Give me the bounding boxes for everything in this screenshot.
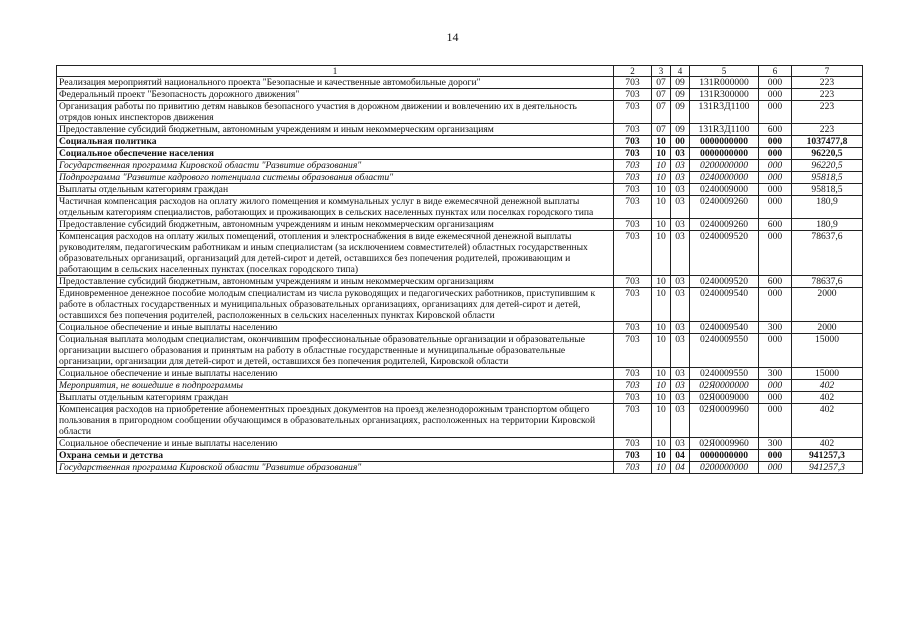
row-amount: 78637,6 <box>792 231 863 276</box>
row-target-article: 131R300000 <box>690 89 759 101</box>
row-expense-type: 000 <box>759 380 792 392</box>
row-name: Мероприятия, не вошедшие в подпрограммы <box>57 380 614 392</box>
row-target-article: 02Я0009000 <box>690 392 759 404</box>
table-row <box>57 136 863 148</box>
row-expense-type: 000 <box>759 404 792 438</box>
table-header-row <box>57 66 863 77</box>
row-target-article: 0240009550 <box>690 334 759 368</box>
row-amount: 15000 <box>792 368 863 380</box>
row-admin-code: 703 <box>614 334 652 368</box>
row-subsection: 03 <box>671 160 690 172</box>
row-target-article: 02Я0000000 <box>690 380 759 392</box>
row-expense-type: 000 <box>759 77 792 89</box>
table-row <box>57 196 863 219</box>
row-target-article: 02Я0009960 <box>690 404 759 438</box>
row-admin-code: 703 <box>614 124 652 136</box>
row-target-article: 0240009520 <box>690 231 759 276</box>
row-name: Предоставление субсидий бюджетным, автономным учреждениям и иным некоммерческим организациям <box>57 124 614 136</box>
table-row <box>57 380 863 392</box>
row-admin-code: 703 <box>614 148 652 160</box>
row-expense-type: 000 <box>759 160 792 172</box>
row-amount: 402 <box>792 404 863 438</box>
row-subsection: 03 <box>671 276 690 288</box>
table-row <box>57 334 863 368</box>
table-row <box>57 392 863 404</box>
row-section: 10 <box>652 160 671 172</box>
row-subsection: 09 <box>671 77 690 89</box>
row-expense-type: 000 <box>759 136 792 148</box>
row-name: Социальное обеспечение населения <box>57 148 614 160</box>
row-section: 10 <box>652 276 671 288</box>
row-admin-code: 703 <box>614 368 652 380</box>
row-name: Социальное обеспечение и иные выплаты населению <box>57 368 614 380</box>
table-row <box>57 438 863 450</box>
row-name: Социальное обеспечение и иные выплаты населению <box>57 438 614 450</box>
row-amount: 180,9 <box>792 196 863 219</box>
row-expense-type: 000 <box>759 196 792 219</box>
row-admin-code: 703 <box>614 172 652 184</box>
row-admin-code: 703 <box>614 404 652 438</box>
row-amount: 941257,3 <box>792 450 863 462</box>
row-expense-type: 600 <box>759 219 792 231</box>
row-subsection: 03 <box>671 392 690 404</box>
row-target-article: 0000000000 <box>690 136 759 148</box>
table-row <box>57 404 863 438</box>
row-expense-type: 300 <box>759 368 792 380</box>
page-number: 14 <box>446 30 459 44</box>
row-target-article: 0240009000 <box>690 184 759 196</box>
row-name: Социальное обеспечение и иные выплаты населению <box>57 322 614 334</box>
row-subsection: 04 <box>671 462 690 474</box>
row-amount: 95818,5 <box>792 184 863 196</box>
row-subsection: 03 <box>671 322 690 334</box>
row-admin-code: 703 <box>614 101 652 124</box>
budget-table <box>56 65 863 474</box>
row-expense-type: 000 <box>759 148 792 160</box>
row-name: Реализация мероприятий национального проекта "Безопасные и качественные автомобильные дороги" <box>57 77 614 89</box>
table-row <box>57 148 863 160</box>
table-row <box>57 219 863 231</box>
row-name: Подпрограмма "Развитие кадрового потенциала системы образования области" <box>57 172 614 184</box>
row-expense-type: 300 <box>759 322 792 334</box>
row-amount: 95818,5 <box>792 172 863 184</box>
row-subsection: 03 <box>671 334 690 368</box>
row-admin-code: 703 <box>614 196 652 219</box>
table-row <box>57 89 863 101</box>
row-name: Частичная компенсация расходов на оплату жилого помещения и коммунальных услуг в виде ежемесячной денежной выплаты отдельным категориям специалистов, работающих и проживающих в сельских населенных пунктах или поселках городского типа <box>57 196 614 219</box>
row-target-article: 02Я0009960 <box>690 438 759 450</box>
row-section: 07 <box>652 77 671 89</box>
row-amount: 15000 <box>792 334 863 368</box>
row-target-article: 0200000000 <box>690 160 759 172</box>
row-admin-code: 703 <box>614 438 652 450</box>
row-section: 10 <box>652 196 671 219</box>
row-target-article: 131R000000 <box>690 77 759 89</box>
row-expense-type: 000 <box>759 462 792 474</box>
row-name: Государственная программа Кировской области "Развитие образования" <box>57 160 614 172</box>
row-section: 07 <box>652 89 671 101</box>
row-admin-code: 703 <box>614 380 652 392</box>
row-section: 10 <box>652 172 671 184</box>
table-row <box>57 231 863 276</box>
row-name: Социальная выплата молодым специалистам, окончившим профессиональные образовательные организации и образовательные организации высшего образования и принятым на работу в областные государственные и муниципальные образовательные организации, организации для детей-сирот и детей, оставшихся без попечения родителей, Кировской области <box>57 334 614 368</box>
row-admin-code: 703 <box>614 231 652 276</box>
row-section: 10 <box>652 148 671 160</box>
row-amount: 941257,3 <box>792 462 863 474</box>
row-name: Организация работы по привитию детям навыков безопасного участия в дорожном движении и вовлечению их в деятельность отрядов юных инспекторов движения <box>57 101 614 124</box>
row-admin-code: 703 <box>614 89 652 101</box>
row-section: 10 <box>652 231 671 276</box>
row-section: 10 <box>652 136 671 148</box>
row-subsection: 03 <box>671 184 690 196</box>
row-subsection: 03 <box>671 288 690 322</box>
row-expense-type: 000 <box>759 334 792 368</box>
row-section: 10 <box>652 450 671 462</box>
row-admin-code: 703 <box>614 160 652 172</box>
row-amount: 2000 <box>792 322 863 334</box>
table-row <box>57 450 863 462</box>
header-cell: 7 <box>792 66 863 77</box>
row-expense-type: 000 <box>759 450 792 462</box>
row-name: Предоставление субсидий бюджетным, автономным учреждениям и иным некоммерческим организациям <box>57 276 614 288</box>
table-row <box>57 172 863 184</box>
row-expense-type: 000 <box>759 231 792 276</box>
row-expense-type: 000 <box>759 101 792 124</box>
row-target-article: 0240009260 <box>690 196 759 219</box>
row-section: 10 <box>652 462 671 474</box>
table-row <box>57 368 863 380</box>
row-amount: 96220,5 <box>792 148 863 160</box>
row-expense-type: 000 <box>759 184 792 196</box>
table-row <box>57 160 863 172</box>
header-cell: 6 <box>759 66 792 77</box>
table-row <box>57 124 863 136</box>
row-admin-code: 703 <box>614 288 652 322</box>
row-amount: 96220,5 <box>792 160 863 172</box>
row-name: Государственная программа Кировской области "Развитие образования" <box>57 462 614 474</box>
header-cell: 1 <box>57 66 614 77</box>
table-row <box>57 101 863 124</box>
row-name: Выплаты отдельным категориям граждан <box>57 184 614 196</box>
row-name: Охрана семьи и детства <box>57 450 614 462</box>
row-amount: 223 <box>792 101 863 124</box>
row-name: Компенсация расходов на оплату жилых помещений, отопления и электроснабжения в виде ежемесячной денежной выплаты руководителям, педагогическим работникам и иным специалистам (за исключением совместителей) областных государственных образовательных организаций, организаций для детей-сирот и детей, оставшихся без попечения родителей, проживающим и работающим в сельских населенных пунктах (поселках городского типа) <box>57 231 614 276</box>
row-admin-code: 703 <box>614 450 652 462</box>
row-expense-type: 600 <box>759 276 792 288</box>
row-admin-code: 703 <box>614 77 652 89</box>
row-target-article: 0240009540 <box>690 322 759 334</box>
row-amount: 223 <box>792 124 863 136</box>
row-subsection: 03 <box>671 219 690 231</box>
table-row <box>57 276 863 288</box>
row-subsection: 03 <box>671 380 690 392</box>
row-target-article: 0200000000 <box>690 462 759 474</box>
row-expense-type: 000 <box>759 89 792 101</box>
row-section: 07 <box>652 124 671 136</box>
row-section: 10 <box>652 322 671 334</box>
row-subsection: 03 <box>671 231 690 276</box>
row-admin-code: 703 <box>614 462 652 474</box>
row-expense-type: 000 <box>759 392 792 404</box>
row-amount: 2000 <box>792 288 863 322</box>
row-subsection: 09 <box>671 101 690 124</box>
row-expense-type: 000 <box>759 172 792 184</box>
row-section: 10 <box>652 368 671 380</box>
table-row <box>57 77 863 89</box>
row-name: Единовременное денежное пособие молодым специалистам из числа руководящих и педагогических работников, приступившим к работе в областных государственных и муниципальных образовательных организациях, организациях для детей-сирот и детей, оставшихся без попечения родителей, расположенных в сельских населенных пунктах Кировской области <box>57 288 614 322</box>
row-section: 07 <box>652 101 671 124</box>
row-target-article: 0240009260 <box>690 219 759 231</box>
row-section: 10 <box>652 392 671 404</box>
row-name: Социальная политика <box>57 136 614 148</box>
row-amount: 402 <box>792 392 863 404</box>
row-subsection: 03 <box>671 196 690 219</box>
row-expense-type: 300 <box>759 438 792 450</box>
row-amount: 78637,6 <box>792 276 863 288</box>
row-target-article: 0000000000 <box>690 148 759 160</box>
row-section: 10 <box>652 219 671 231</box>
row-target-article: 0240009540 <box>690 288 759 322</box>
row-expense-type: 600 <box>759 124 792 136</box>
row-section: 10 <box>652 438 671 450</box>
table-row <box>57 322 863 334</box>
row-name: Компенсация расходов на приобретение абонементных проездных документов на проезд железнодорожным транспортом общего пользования в пригородном сообщении обучающимся в образовательных организациях, расположенных на территории Кировской области <box>57 404 614 438</box>
row-subsection: 03 <box>671 404 690 438</box>
row-section: 10 <box>652 404 671 438</box>
header-cell: 3 <box>652 66 671 77</box>
row-target-article: 0000000000 <box>690 450 759 462</box>
row-name: Федеральный проект "Безопасность дорожного движения" <box>57 89 614 101</box>
row-target-article: 0240009520 <box>690 276 759 288</box>
row-amount: 402 <box>792 380 863 392</box>
row-admin-code: 703 <box>614 322 652 334</box>
row-amount: 180,9 <box>792 219 863 231</box>
table-row <box>57 462 863 474</box>
row-subsection: 00 <box>671 136 690 148</box>
row-name: Предоставление субсидий бюджетным, автономным учреждениям и иным некоммерческим организациям <box>57 219 614 231</box>
row-admin-code: 703 <box>614 219 652 231</box>
row-target-article: 131R3Д1100 <box>690 101 759 124</box>
header-cell: 5 <box>690 66 759 77</box>
row-subsection: 09 <box>671 124 690 136</box>
table-row <box>57 288 863 322</box>
row-admin-code: 703 <box>614 392 652 404</box>
row-target-article: 131R3Д1100 <box>690 124 759 136</box>
row-admin-code: 703 <box>614 136 652 148</box>
header-cell: 2 <box>614 66 652 77</box>
row-subsection: 03 <box>671 172 690 184</box>
row-expense-type: 000 <box>759 288 792 322</box>
row-amount: 402 <box>792 438 863 450</box>
row-admin-code: 703 <box>614 184 652 196</box>
row-subsection: 04 <box>671 450 690 462</box>
row-admin-code: 703 <box>614 276 652 288</box>
row-section: 10 <box>652 334 671 368</box>
table-row <box>57 184 863 196</box>
row-target-article: 0240009550 <box>690 368 759 380</box>
header-cell: 4 <box>671 66 690 77</box>
row-section: 10 <box>652 184 671 196</box>
row-amount: 1037477,8 <box>792 136 863 148</box>
row-subsection: 09 <box>671 89 690 101</box>
row-amount: 223 <box>792 77 863 89</box>
row-section: 10 <box>652 288 671 322</box>
row-target-article: 0240000000 <box>690 172 759 184</box>
row-amount: 223 <box>792 89 863 101</box>
row-name: Выплаты отдельным категориям граждан <box>57 392 614 404</box>
row-subsection: 03 <box>671 148 690 160</box>
row-subsection: 03 <box>671 368 690 380</box>
row-section: 10 <box>652 380 671 392</box>
row-subsection: 03 <box>671 438 690 450</box>
